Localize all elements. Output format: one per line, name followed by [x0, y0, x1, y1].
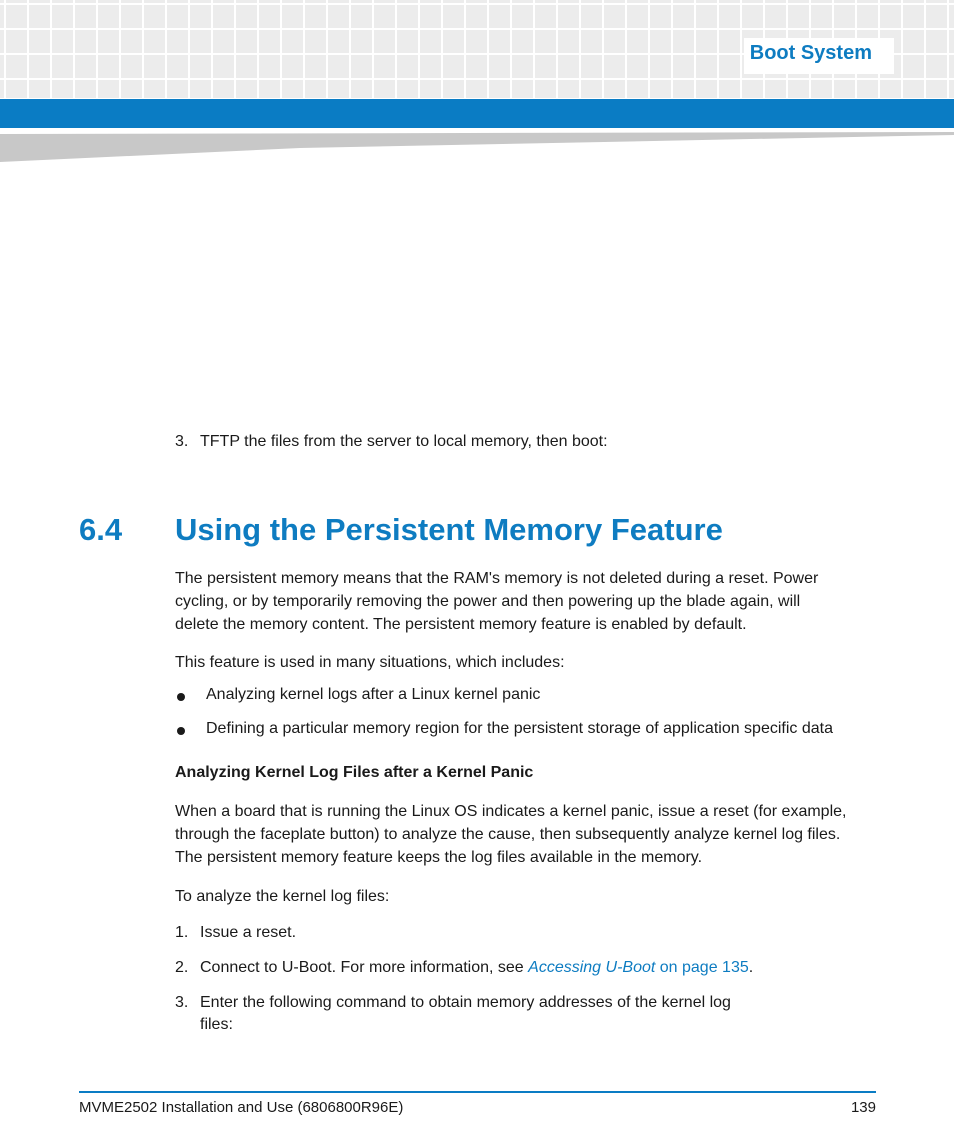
- usage-intro: This feature is used in many situations, which includes:: [175, 654, 565, 671]
- link-title: Accessing U-Boot: [528, 959, 656, 976]
- subsection-title: Analyzing Kernel Log Files after a Kernel Panic: [175, 764, 534, 781]
- header-title: Boot System: [749, 42, 872, 64]
- footer-rule: [79, 1091, 876, 1093]
- bullet-text: Defining a particular memory region for the persistent storage of application specific data: [206, 720, 833, 737]
- bullet-text: Analyzing kernel logs after a Linux kernel panic: [206, 686, 541, 703]
- intro-line: delete the memory content. The persistent memory feature is enabled by default.: [175, 616, 747, 633]
- list-text: [200, 957, 790, 979]
- section-number: 6.4: [79, 512, 123, 547]
- footer-doc-title: MVME2502 Installation and Use (6806800R96E): [79, 1099, 404, 1116]
- list-number: 3.: [175, 994, 189, 1011]
- intro-line: The persistent memory means that the RAM's memory is not deleted during a reset. Power: [175, 570, 819, 587]
- step-number: 3.: [175, 433, 189, 450]
- panic-paragraph: [175, 800, 885, 869]
- list-text: Issue a reset.: [200, 924, 297, 941]
- analyze-intro: To analyze the kernel log files:: [175, 888, 390, 905]
- panic-line: through the faceplate button) to analyze the cause, then subsequently analyze kernel log files.: [175, 826, 841, 843]
- header-gray-wedge: [0, 128, 954, 164]
- intro-paragraph: [175, 567, 885, 636]
- step-tftp: [175, 433, 608, 451]
- section-heading: [79, 512, 723, 548]
- list-text: [200, 992, 790, 1036]
- list-number: 1.: [175, 924, 189, 941]
- panic-line: The persistent memory feature keeps the log files available in the memory.: [175, 849, 703, 866]
- list-number: 2.: [175, 959, 189, 976]
- list-text-after: .: [748, 959, 754, 976]
- link-page: on page 135: [655, 959, 749, 976]
- step-text: TFTP the files from the server to local memory, then boot:: [200, 433, 608, 450]
- panic-line: When a board that is running the Linux OS indicates a kernel panic, issue a reset (for example,: [175, 803, 847, 820]
- list-text-line: files:: [200, 1016, 233, 1033]
- accessing-uboot-link[interactable]: [528, 959, 749, 976]
- footer-page-number: 139: [850, 1099, 876, 1116]
- section-title: Using the Persistent Memory Feature: [175, 512, 723, 547]
- list-text-line: Enter the following command to obtain memory addresses of the kernel log: [200, 994, 731, 1011]
- list-text-before: Connect to U-Boot. For more information, see: [200, 959, 529, 976]
- intro-line: cycling, or by temporarily removing the power and then powering up the blade again, will: [175, 593, 801, 610]
- bullet-dot-icon: [177, 693, 185, 701]
- header-blue-bar: [0, 99, 954, 128]
- bullet-dot-icon: [177, 727, 185, 735]
